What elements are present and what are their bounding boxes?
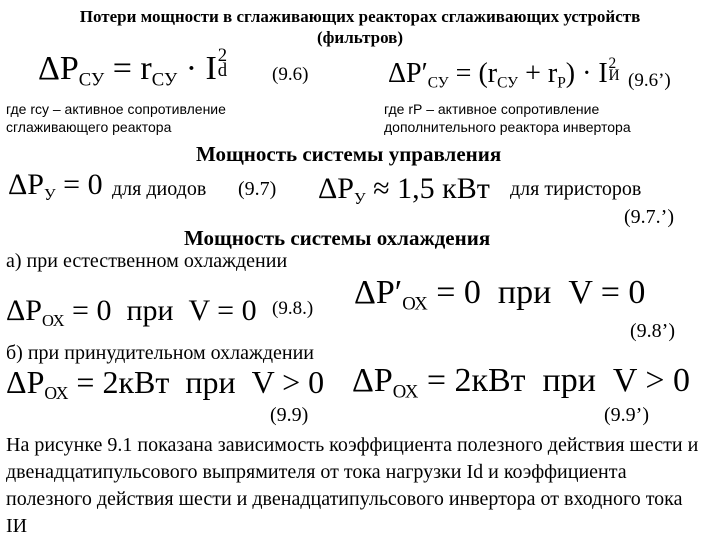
note-left bbox=[6, 100, 226, 136]
eq-9-7-rhs: = 0 bbox=[55, 168, 103, 201]
eq-9-6-sub: СУ bbox=[78, 69, 105, 91]
eq-9-6-sub2: СУ bbox=[151, 69, 178, 91]
page-title bbox=[0, 6, 720, 48]
note-right-line-2: дополнительного реактора инвертора bbox=[384, 119, 631, 135]
eq-9-6p-sub3: Р bbox=[557, 74, 566, 92]
equation-9-8 bbox=[6, 296, 257, 329]
eq-9-8p-rhs: = 0 при V = 0 bbox=[427, 274, 646, 311]
text-for-diodes: для диодов bbox=[112, 178, 207, 200]
eq-9-7-sub: У bbox=[43, 184, 56, 204]
equation-9-7 bbox=[8, 170, 103, 203]
eq-9-9-rhs: = 2кВт при V > 0 bbox=[68, 364, 325, 400]
eq-9-9-lhs: ΔP bbox=[6, 364, 45, 400]
equation-9-8-prime bbox=[354, 276, 645, 314]
equation-9-9 bbox=[6, 366, 324, 403]
eq-9-6p-plus: + r bbox=[518, 58, 558, 89]
eq-9-6p-sub2: СУ bbox=[497, 74, 519, 92]
equation-9-7-prime bbox=[318, 174, 490, 207]
eq-9-8p-lhs: ΔP′ bbox=[354, 274, 403, 311]
eq-9-6p-rest: = (r bbox=[448, 58, 498, 89]
body-paragraph: На рисунке 9.1 показана зависимость коэффициента полезного действия шести и двенадцатипульсового выпрямителя от тока нагрузки Id и коэффициента полезного действия шести и двенадцатипульсового инвертора от входного тока IИ bbox=[6, 434, 699, 537]
text-for-thyristors: для тиристоров bbox=[510, 178, 642, 200]
eq-9-9p-lhs: ΔP bbox=[352, 362, 393, 399]
label-9-9-prime: (9.9’) bbox=[604, 404, 649, 426]
note-right bbox=[384, 100, 631, 136]
label-9-8-prime: (9.8’) bbox=[630, 320, 675, 342]
text-forced-cooling: б) при принудительном охлаждении bbox=[6, 342, 315, 364]
eq-9-9p-sub: ОХ bbox=[392, 381, 419, 403]
eq-9-6-dot: · I bbox=[177, 50, 217, 87]
eq-9-8-lhs: ΔP bbox=[6, 294, 42, 327]
eq-9-6-script bbox=[217, 45, 234, 86]
title-line-2: (фильтров) bbox=[316, 28, 404, 47]
eq-9-6p-sup: 2 bbox=[608, 55, 617, 73]
heading-cooling: Мощность системы охлаждения bbox=[184, 226, 491, 250]
eq-9-6p-sub4: И bbox=[608, 67, 620, 85]
eq-9-8p-sub: ОХ bbox=[402, 293, 428, 315]
eq-9-8-sub: ОХ bbox=[41, 310, 65, 330]
label-9-9: (9.9) bbox=[270, 404, 309, 426]
eq-9-9-sub: ОХ bbox=[44, 383, 69, 404]
title-line-1: Потери мощности в сглаживающих реакторах сглаживающих устройств bbox=[79, 7, 641, 26]
eq-9-6-sub3: d bbox=[217, 60, 228, 82]
eq-9-6-lhs: ΔP bbox=[38, 50, 79, 87]
equation-9-6 bbox=[38, 45, 234, 91]
note-left-line-2: сглаживающего реактора bbox=[6, 119, 172, 135]
eq-9-7-lhs: ΔP bbox=[8, 168, 44, 201]
label-9-7-prime: (9.7.’) bbox=[624, 206, 674, 228]
eq-9-6-sup: 2 bbox=[217, 45, 228, 67]
label-9-6-prime: (9.6’) bbox=[628, 70, 671, 91]
label-9-6: (9.6) bbox=[272, 64, 309, 85]
equation-9-9-prime bbox=[352, 364, 690, 402]
note-left-line-1: где rсу – активное сопротивление bbox=[6, 101, 226, 117]
eq-9-6-eq: = r bbox=[104, 50, 152, 87]
text-natural-cooling: а) при естественном охлаждении bbox=[6, 250, 288, 272]
eq-9-9p-rhs: = 2кВт при V > 0 bbox=[418, 362, 691, 399]
eq-9-8-rhs: = 0 при V = 0 bbox=[64, 294, 257, 327]
eq-9-6p-script bbox=[608, 55, 622, 88]
eq-9-6p-sub: СУ bbox=[427, 74, 449, 92]
equation-9-6-prime bbox=[388, 55, 622, 92]
label-9-8: (9.8.) bbox=[272, 298, 314, 319]
eq-9-6p-close: ) · I bbox=[565, 58, 608, 89]
eq-9-7p-sub: У bbox=[353, 188, 366, 208]
heading-control: Мощность системы управления bbox=[196, 142, 502, 166]
note-right-line-1: где rР – активное сопротивление bbox=[384, 101, 600, 117]
eq-9-7p-rhs: ≈ 1,5 кВт bbox=[365, 172, 490, 205]
label-9-7: (9.7) bbox=[238, 178, 277, 200]
eq-9-7p-lhs: ΔP bbox=[318, 172, 354, 205]
eq-9-6p-lhs: ΔP′ bbox=[388, 58, 428, 89]
